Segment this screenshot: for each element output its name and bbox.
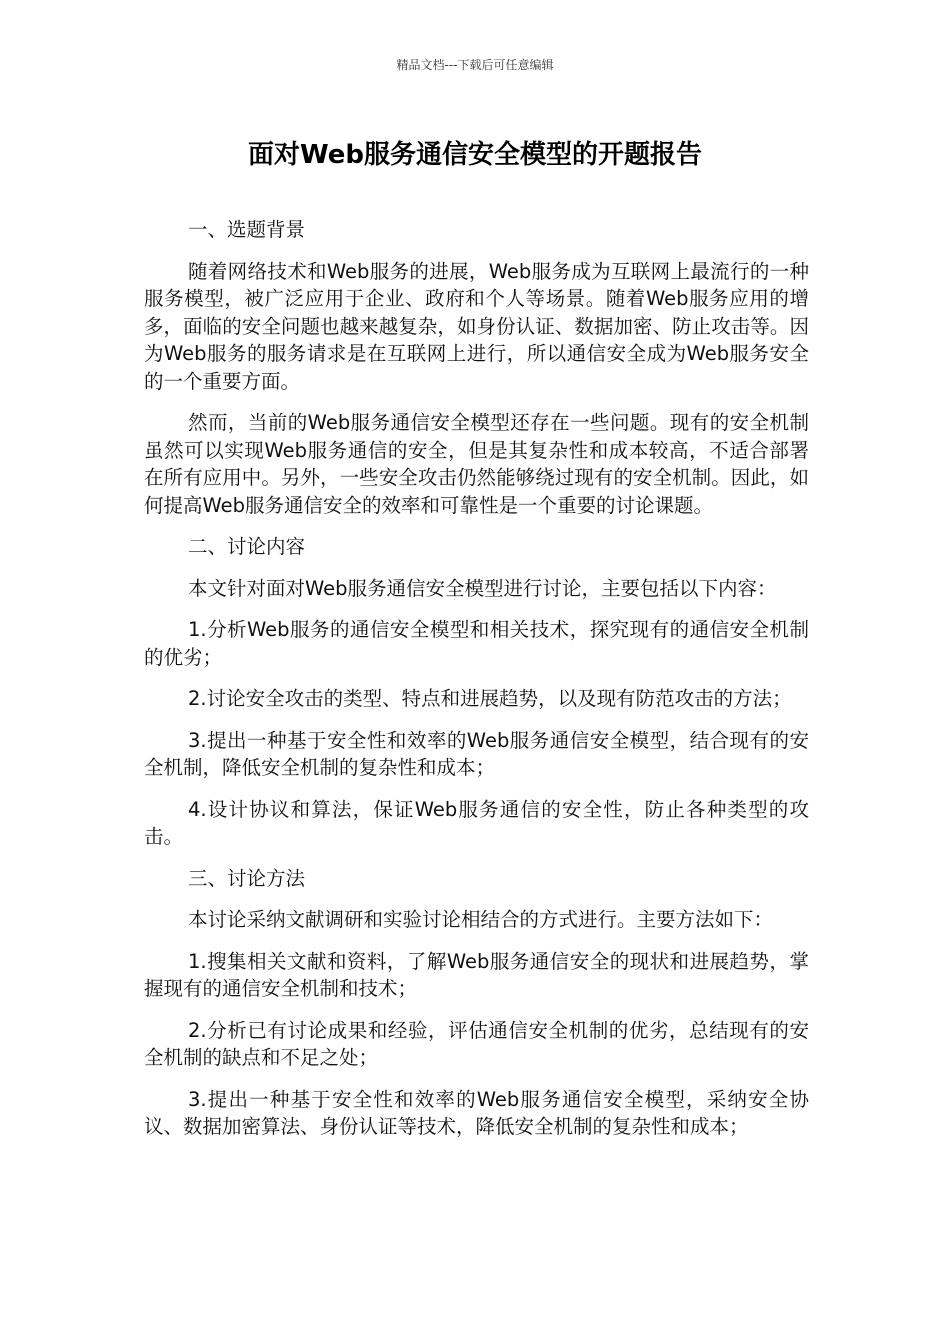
paragraph-background-2: 然而，当前的Web服务通信安全模型还存在一些问题。现有的安全机制虽然可以实现Web服务通信的安全，但是其复杂性和成本较高，不适合部署在所有应用中。另外，一些安全攻击仍然能够绕过现有的安全机制。因此，如何提高Web服务通信安全的效率和可靠性是一个重要的讨论课题。 xyxy=(144,411,809,517)
paragraph-content-intro: 本文针对面对Web服务通信安全模型进行讨论，主要包括以下内容： xyxy=(188,576,777,600)
method-item-1: 1.搜集相关文献和资料，了解Web服务通信安全的现状和进展趋势，掌握现有的通信安全机制和技术； xyxy=(144,949,809,1000)
document-title: 面对Web服务通信安全模型的开题报告 xyxy=(248,140,702,170)
method-item-2: 2.分析已有讨论成果和经验，评估通信安全机制的优劣，总结现有的安全机制的缺点和不足之处； xyxy=(144,1018,809,1069)
content-item-4: 4.设计协议和算法，保证Web服务通信的安全性，防止各种类型的攻击。 xyxy=(144,797,809,848)
paragraph-methods-intro: 本讨论采纳文献调研和实验讨论相结合的方式进行。主要方法如下： xyxy=(188,908,774,931)
page-header: 精品文档---下载后可任意编辑 xyxy=(396,58,554,72)
document-body xyxy=(144,216,809,1155)
section-heading-background: 一、选题背景 xyxy=(188,218,306,241)
section-heading-content: 二、讨论内容 xyxy=(188,535,306,558)
content-item-3: 3.提出一种基于安全性和效率的Web服务通信安全模型，结合现有的安全机制，降低安全机制的复杂性和成本； xyxy=(144,728,809,779)
method-item-3: 3.提出一种基于安全性和效率的Web服务通信安全模型，采纳安全协议、数据加密算法、身份认证等技术，降低安全机制的复杂性和成本； xyxy=(144,1087,809,1138)
section-heading-methods: 三、讨论方法 xyxy=(188,866,306,890)
paragraph-background-1: 随着网络技术和Web服务的进展，Web服务成为互联网上最流行的一种服务模型，被广泛应用于企业、政府和个人等场景。随着Web服务应用的增多，面临的安全问题也越来越复杂，如身份认证、数据加密、防止攻击等。因为Web服务的服务请求是在互联网上进行，所以通信安全成为Web服务安全的一个重要方面。 xyxy=(144,259,809,393)
content-item-1: 1.分析Web服务的通信安全模型和相关技术，探究现有的通信安全机制的优劣； xyxy=(144,618,809,669)
content-item-2: 2.讨论安全攻击的类型、特点和进展趋势，以及现有防范攻击的方法； xyxy=(188,687,792,710)
